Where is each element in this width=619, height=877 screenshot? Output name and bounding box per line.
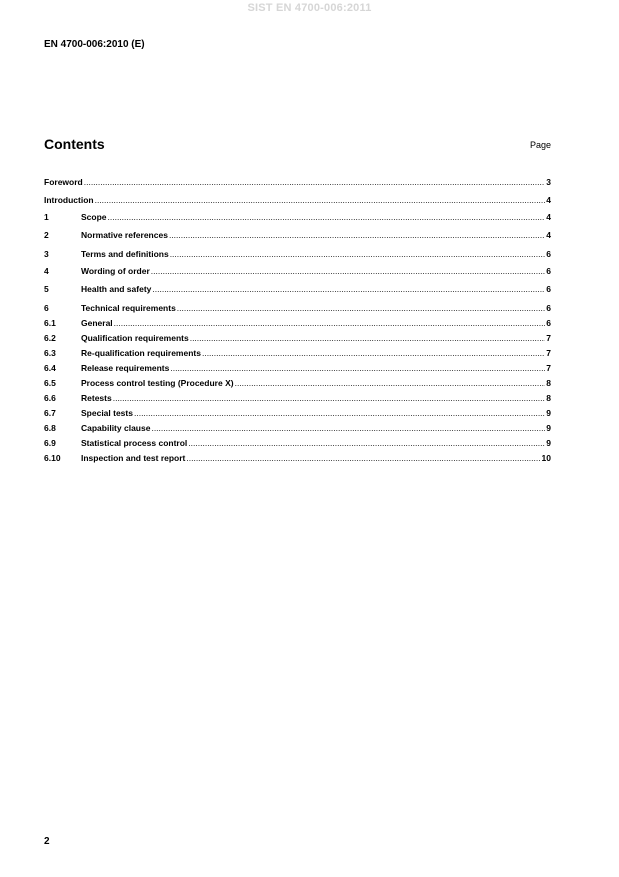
toc-leader-dots — [95, 194, 546, 206]
toc-entry-title: Capability clause — [81, 423, 151, 433]
toc-leader-dots — [170, 362, 545, 374]
toc-entry-page: 8 — [546, 393, 551, 403]
toc-entry-title: Process control testing (Procedure X) — [81, 378, 234, 388]
toc-leader-dots — [113, 392, 546, 404]
toc-entry[interactable] — [44, 407, 551, 419]
toc-entry-page: 7 — [546, 348, 551, 358]
page-column-label: Page — [529, 140, 551, 150]
toc-entry[interactable] — [44, 437, 551, 449]
toc-entry-title: Terms and definitions — [81, 249, 169, 259]
toc-entry-page: 9 — [546, 423, 551, 433]
toc-entry-title: Inspection and test report — [81, 453, 186, 463]
toc-entry-title: Health and safety — [81, 284, 152, 294]
toc-entry[interactable] — [44, 362, 551, 374]
toc-entry-number: 6.1 — [44, 318, 56, 328]
toc-entry-title: Qualification requirements — [81, 333, 189, 343]
toc-entry-number: 6 — [44, 303, 49, 313]
toc-entry-number: 1 — [44, 212, 49, 222]
toc-entry[interactable] — [44, 176, 551, 188]
toc-entry-page: 9 — [546, 408, 551, 418]
toc-entry-title: Statistical process control — [81, 438, 188, 448]
toc-entry-number: 6.7 — [44, 408, 56, 418]
toc-entry[interactable] — [44, 317, 551, 329]
document-id: EN 4700-006:2010 (E) — [44, 39, 145, 50]
toc-entry[interactable] — [44, 377, 551, 389]
toc-entry-title: Technical requirements — [81, 303, 176, 313]
watermark: SIST EN 4700-006:2011 — [247, 2, 372, 14]
toc-entry-title: Wording of order — [81, 266, 150, 276]
toc-entry-page: 9 — [546, 438, 551, 448]
toc-leader-dots — [188, 437, 545, 449]
toc-entry-number: 3 — [44, 249, 49, 259]
toc-entry-title: Retests — [81, 393, 112, 403]
contents-heading: Contents — [44, 136, 105, 152]
toc-entry-page: 6 — [546, 249, 551, 259]
toc-entry-title: Normative references — [81, 230, 168, 240]
toc-entry-page: 4 — [546, 212, 551, 222]
toc-entry-page: 7 — [546, 333, 551, 343]
toc-entry-title: Scope — [81, 212, 107, 222]
page-number: 2 — [44, 836, 50, 847]
toc-entry-title: Special tests — [81, 408, 133, 418]
toc-entry-number: 2 — [44, 230, 49, 240]
toc-entry-page: 4 — [546, 195, 551, 205]
toc-entry-number: 4 — [44, 266, 49, 276]
toc-entry-number: 6.9 — [44, 438, 56, 448]
toc-entry-number: 6.5 — [44, 378, 56, 388]
toc-leader-dots — [169, 229, 545, 241]
toc-entry-number: 6.3 — [44, 348, 56, 358]
toc-entry[interactable] — [44, 194, 551, 206]
toc-leader-dots — [186, 452, 540, 464]
toc-entry-title: Foreword — [44, 177, 83, 187]
toc-entry[interactable] — [44, 422, 551, 434]
toc-entry-page: 8 — [546, 378, 551, 388]
toc-entry[interactable] — [44, 452, 551, 464]
toc-entry-page: 6 — [546, 303, 551, 313]
toc-leader-dots — [151, 422, 545, 434]
toc-entry-number: 6.10 — [44, 453, 61, 463]
toc-entry-title: Re-qualification requirements — [81, 348, 201, 358]
toc-entry-title: Introduction — [44, 195, 94, 205]
toc-leader-dots — [190, 332, 546, 344]
toc-entry-page: 3 — [546, 177, 551, 187]
toc-entry-page: 7 — [546, 363, 551, 373]
toc-entry-number: 6.2 — [44, 333, 56, 343]
toc-leader-dots — [134, 407, 545, 419]
toc-leader-dots — [235, 377, 546, 389]
toc-entry-page: 6 — [546, 318, 551, 328]
toc-entry-page: 6 — [546, 284, 551, 294]
toc-leader-dots — [170, 248, 546, 260]
toc-entry[interactable] — [44, 229, 551, 241]
toc-entry[interactable] — [44, 283, 551, 295]
toc-entry[interactable] — [44, 332, 551, 344]
toc-entry-number: 6.8 — [44, 423, 56, 433]
toc-entry-number: 5 — [44, 284, 49, 294]
toc-leader-dots — [151, 265, 545, 277]
toc-entry-page: 6 — [546, 266, 551, 276]
toc-entry-page: 10 — [541, 453, 551, 463]
toc-leader-dots — [114, 317, 546, 329]
toc-entry-title: General — [81, 318, 113, 328]
toc-entry-title: Release requirements — [81, 363, 170, 373]
toc-entry[interactable] — [44, 347, 551, 359]
toc-leader-dots — [152, 283, 545, 295]
toc-entry-number: 6.6 — [44, 393, 56, 403]
toc-entry[interactable] — [44, 302, 551, 314]
toc-entry[interactable] — [44, 211, 551, 223]
toc-entry-number: 6.4 — [44, 363, 56, 373]
toc-entry[interactable] — [44, 248, 551, 260]
toc-leader-dots — [177, 302, 545, 314]
toc-leader-dots — [108, 211, 546, 223]
toc-entry[interactable] — [44, 265, 551, 277]
toc-entry-page: 4 — [546, 230, 551, 240]
toc-entry[interactable] — [44, 392, 551, 404]
toc-leader-dots — [84, 176, 546, 188]
toc-leader-dots — [202, 347, 545, 359]
